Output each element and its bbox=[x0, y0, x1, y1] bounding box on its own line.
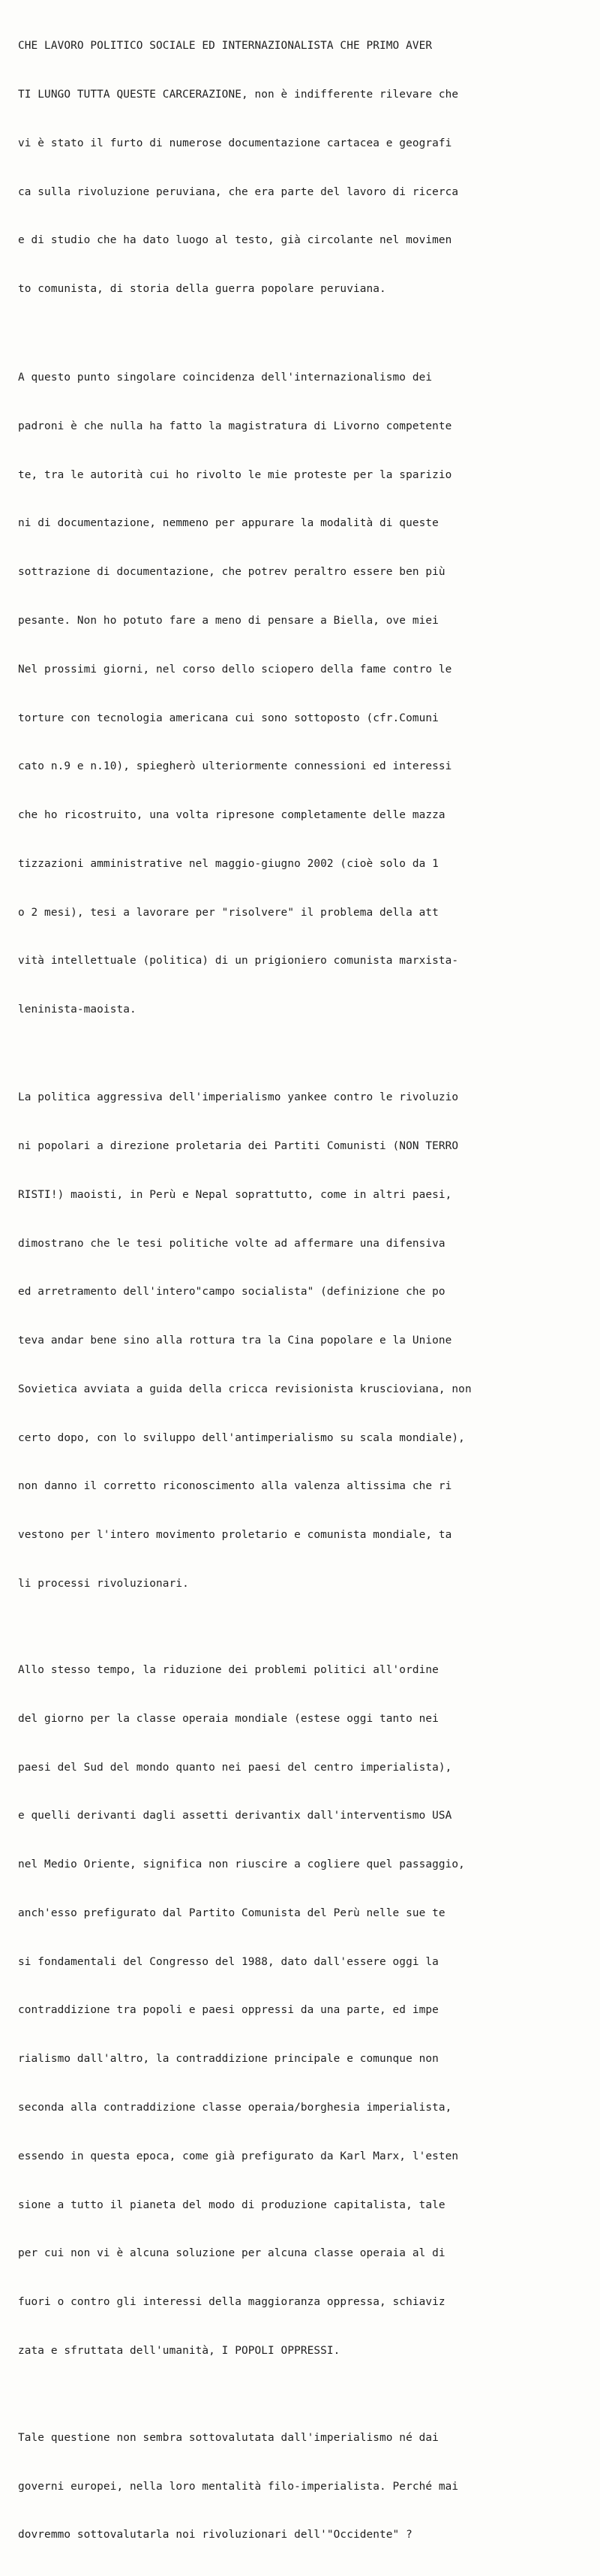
text-line: cato n.9 e n.10), spiegherò ulteriormente connessioni ed interessi bbox=[18, 760, 452, 773]
text-line: Allo stesso tempo, la riduzione dei problemi politici all'ordine bbox=[18, 1663, 439, 1676]
text-line: o 2 mesi), tesi a lavorare per "risolvere" il problema della att bbox=[18, 906, 439, 919]
text-line: certo dopo, con lo sviluppo dell'antimperialismo su scala mondiale), bbox=[18, 1431, 465, 1444]
text-line: leninista-maoista. bbox=[18, 1004, 136, 1016]
text-line: nel Medio Oriente, significa non riuscire a cogliere quel passaggio, bbox=[18, 1858, 465, 1871]
paragraph-2 bbox=[18, 338, 590, 1051]
text-line: sottrazione di documentazione, che potrev peraltro essere ben più bbox=[18, 566, 446, 579]
text-line: li processi rivoluzionari. bbox=[18, 1578, 189, 1590]
text-line: che ho ricostruito, una volta ripresone completamente delle mazza bbox=[18, 809, 446, 822]
text-line: Nel prossimi giorni, nel corso dello sciopero della fame contro le bbox=[18, 663, 452, 676]
text-line: governi europei, nella loro mentalità filo-imperialista. Perché mai bbox=[18, 2480, 459, 2493]
paragraph-4 bbox=[18, 1630, 590, 2392]
text-line: vi è stato il furto di numerose documentazione cartacea e geografi bbox=[18, 137, 452, 149]
text-line: tizzazioni amministrative nel maggio-giugno 2002 (cioè solo da 1 bbox=[18, 857, 439, 870]
text-line: TI LUNGO TUTTA QUESTE CARCERAZIONE, non è indifferente rilevare che bbox=[18, 88, 459, 101]
text-line: Sovietica avviata a guida della cricca revisionista kruscioviana, non bbox=[18, 1383, 472, 1395]
text-line: RISTI!) maoisti, in Perù e Nepal soprattutto, come in altri paesi, bbox=[18, 1188, 452, 1201]
text-line: padroni è che nulla ha fatto la magistratura di Livorno competente bbox=[18, 420, 452, 432]
paragraph-1 bbox=[18, 6, 590, 330]
paragraph-3 bbox=[18, 1058, 590, 1625]
text-line: non danno il corretto riconoscimento alla valenza altissima che ri bbox=[18, 1480, 452, 1493]
text-line: sione a tutto il pianeta del modo di produzione capitalista, tale bbox=[18, 2198, 446, 2211]
text-line: ni popolari a direzione proletaria dei Partiti Comunisti (NON TERRO bbox=[18, 1139, 459, 1152]
text-line: rialismo dall'altro, la contraddizione principale e comunque non bbox=[18, 2053, 439, 2066]
text-line: torture con tecnologia americana cui sono sottoposto (cfr.Comuni bbox=[18, 712, 439, 724]
text-line: dovremmo sottovalutarla noi rivoluzionari dell'"Occidente" ? bbox=[18, 2529, 412, 2541]
text-line: Tale questione non sembra sottovalutata dall'imperialismo né dai bbox=[18, 2431, 439, 2444]
text-line: fuori o contro gli interessi della maggioranza oppressa, schiaviz bbox=[18, 2296, 446, 2309]
text-line: dimostrano che le tesi politiche volte ad affermare una difensiva bbox=[18, 1237, 446, 1250]
text-line: del giorno per la classe operaia mondiale (estese oggi tanto nei bbox=[18, 1712, 439, 1725]
text-line: essendo in questa epoca, come già prefigurato da Karl Marx, l'esten bbox=[18, 2150, 459, 2162]
text-line: si fondamentali del Congresso del 1988, dato dall'essere oggi la bbox=[18, 1955, 439, 1968]
text-line: La politica aggressiva dell'imperialismo yankee contro le rivoluzio bbox=[18, 1091, 459, 1104]
text-line: ca sulla rivoluzione peruviana, che era parte del lavoro di ricerca bbox=[18, 185, 459, 198]
text-line: seconda alla contraddizione classe operaia/borghesia imperialista, bbox=[18, 2102, 452, 2114]
text-line: ni di documentazione, nemmeno per appurare la modalità di queste bbox=[18, 517, 439, 530]
text-line: paesi del Sud del mondo quanto nei paesi del centro imperialista), bbox=[18, 1761, 452, 1774]
text-line: vestono per l'intero movimento proletario e comunista mondiale, ta bbox=[18, 1529, 452, 1542]
text-line: te, tra le autorità cui ho rivolto le mie proteste per la sparizio bbox=[18, 468, 452, 481]
text-line: zata e sfruttata dell'umanità, I POPOLI OPPRESSI. bbox=[18, 2344, 340, 2357]
text-line: A questo punto singolare coincidenza dell'internazionalismo dei bbox=[18, 372, 433, 384]
text-line: ed arretramento dell'intero"campo socialista" (definizione che po bbox=[18, 1286, 446, 1299]
text-line: per cui non vi è alcuna soluzione per alcuna classe operaia al di bbox=[18, 2247, 446, 2260]
text-line: e di studio che ha dato luogo al testo, già circolante nel movimen bbox=[18, 234, 452, 247]
text-line: e quelli derivanti dagli assetti derivantix dall'interventismo USA bbox=[18, 1810, 452, 1822]
text-line: pesante. Non ho potuto fare a meno di pensare a Biella, ove miei bbox=[18, 614, 439, 627]
text-line: anch'esso prefigurato dal Partito Comunista del Perù nelle sue te bbox=[18, 1906, 446, 1919]
text-line: vità intellettuale (politica) di un prigioniero comunista marxista- bbox=[18, 955, 459, 968]
text-line: contraddizione tra popoli e paesi oppressi da una parte, ed impe bbox=[18, 2004, 439, 2017]
paragraph-5 bbox=[18, 2398, 590, 2576]
text-line: CHE LAVORO POLITICO SOCIALE ED INTERNAZIONALISTA CHE PRIMO AVER bbox=[18, 40, 433, 53]
text-line: teva andar bene sino alla rottura tra la Cina popolare e la Unione bbox=[18, 1335, 452, 1347]
text-line: to comunista, di storia della guerra popolare peruviana. bbox=[18, 283, 386, 296]
